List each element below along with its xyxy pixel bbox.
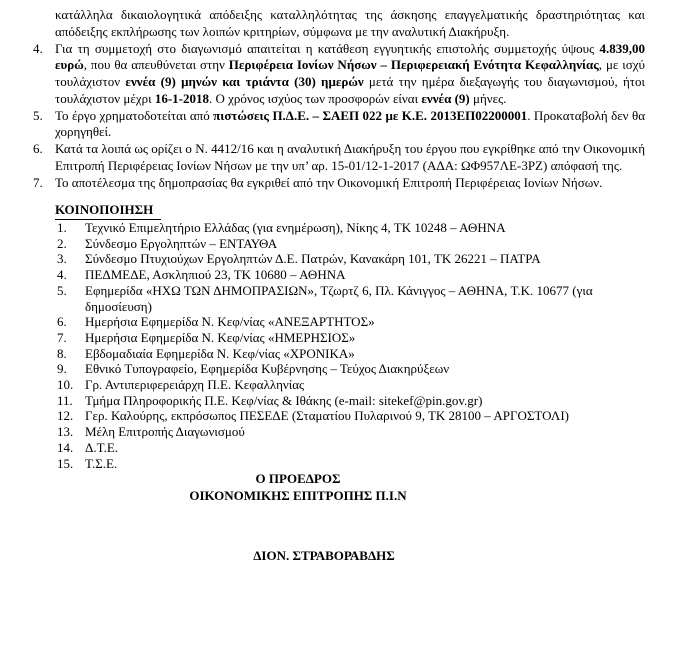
- main-clause-list: [33, 41, 645, 192]
- signature-name: ΔΙΟΝ. ΣΤΡΑΒΟΡΑΒΔΗΣ: [253, 547, 395, 563]
- item-number: 9.: [57, 361, 67, 377]
- item-text: Εθνικό Τυπογραφείο, Εφημερίδα Κυβέρνησης – Τεύχος Διακηρύξεων: [85, 361, 450, 377]
- notification-item-2: [57, 235, 645, 252]
- item-number: 4.: [57, 267, 67, 283]
- notification-item-3: [57, 251, 645, 267]
- item-text: Γρ. Αντιπεριφερειάρχη Π.Ε. Κεφαλληνίας: [85, 377, 305, 393]
- item-text: Ημερήσια Εφημερίδα Ν. Κεφ/νίας «ΑΝΕΞΑΡΤΗΤΟΣ»: [85, 314, 375, 330]
- clause-text: Το έργο χρηματοδοτείται από πιστώσεις Π.Δ.Ε. – ΣΑΕΠ 022 με Κ.Ε. 2013ΕΠ02200001. Προκαταβολή δεν θα χορηγηθεί.: [55, 107, 646, 140]
- item-text: Εφημερίδα «ΗΧΩ ΤΩΝ ΔΗΜΟΠΡΑΣΙΩΝ», Τζωρτζ 6, Πλ. Κάνιγγος – ΑΘΗΝΑ, Τ.Κ. 10677 (για δημοσίευση): [85, 282, 593, 314]
- clause-item-4: [33, 40, 645, 108]
- item-number: 5.: [57, 282, 67, 298]
- item-number: 10.: [57, 377, 74, 393]
- item-text: Δ.Τ.Ε.: [85, 439, 119, 455]
- signature-title-line2: ΟΙΚΟΝΟΜΙΚΗΣ ΕΠΙΤΡΟΠΗΣ Π.Ι.Ν: [189, 488, 407, 503]
- item-number: 1.: [57, 220, 67, 235]
- clause-item-5: [33, 107, 646, 142]
- item-text: Τ.Σ.Ε.: [85, 455, 118, 471]
- item-text: Ημερήσια Εφημερίδα Ν. Κεφ/νίας «ΗΜΕΡΗΣΙΟΣ»: [85, 329, 356, 345]
- item-text: Τμήμα Πληροφορικής Π.Ε. Κεφ/νίας & Ιθάκης (e-mail: sitekef@pin.gov.gr): [85, 392, 483, 408]
- notification-item-8: [57, 345, 645, 362]
- notification-item-12: [57, 408, 645, 424]
- clause-number: 7.: [33, 174, 43, 190]
- signature-block: [33, 471, 645, 564]
- item-number: 13.: [57, 424, 74, 440]
- item-number: 12.: [57, 408, 74, 424]
- notification-item-13: [57, 424, 645, 440]
- item-text: Τεχνικό Επιμελητήριο Ελλάδας (για ενημέρωση), Νίκης 4, ΤΚ 10248 – ΑΘΗΝΑ: [85, 220, 506, 235]
- clause-text: Κατά τα λοιπά ως ορίζει ο Ν. 4412/16 και η αναλυτική Διακήρυξη του έργου που εγκρίθηκε από την Οικονομική Επιτροπή Περιφέρειας Ιονίων Νήσων με την υπ’ αρ. 15-01/12-1-2017 (ΑΔΑ: ΩΦ957ΛΕ-3PZ) απόφασή της.: [55, 141, 645, 173]
- item-text: Σύνδεσμο Εργοληπτών – ΕΝΤΑΥΘΑ: [85, 235, 278, 251]
- item-text: ΠΕΔΜΕΔΕ, Ασκληπιού 23, ΤΚ 10680 – ΑΘΗΝΑ: [85, 267, 346, 283]
- notification-item-15: [57, 455, 645, 472]
- clause-number: 5.: [33, 107, 43, 123]
- notification-item-7: [57, 329, 645, 346]
- item-number: 14.: [57, 439, 74, 455]
- notification-item-9: [57, 361, 645, 377]
- notification-item-14: [57, 439, 645, 456]
- paragraph-continuation: κατάλληλα δικαιολογητικά απόδειξης καταλληλότητας της άσκησης επαγγελματικής δραστηριότητας και απόδειξης εκπλήρωσης των λοιπών κριτηρίων, σύμφωνα με την αναλυτική Διακήρυξη.: [55, 7, 645, 39]
- notification-item-11: [57, 392, 645, 409]
- item-text: Γερ. Καλούρης, εκπρόσωπος ΠΕΣΕΔΕ (Σταματίου Πυλαρινού 9, ΤΚ 28100 – ΑΡΓΟΣΤΟΛΙ): [85, 408, 569, 424]
- signature-title-line1: Ο ΠΡΟΕΔΡΟΣ: [255, 471, 341, 487]
- notification-item-10: [57, 377, 645, 393]
- item-number: 7.: [57, 329, 67, 345]
- item-number: 8.: [57, 345, 67, 361]
- item-text: Μέλη Επιτροπής Διαγωνισμού: [85, 424, 245, 440]
- item-number: 2.: [57, 235, 67, 251]
- item-text: Σύνδεσμο Πτυχιούχων Εργοληπτών Δ.Ε. Πατρών, Κανακάρη 101, ΤΚ 26221 – ΠΑΤΡΑ: [85, 251, 541, 267]
- item-number: 6.: [57, 314, 67, 330]
- item-number: 3.: [57, 251, 67, 267]
- clause-item-7: [33, 174, 645, 192]
- notification-section: [55, 202, 645, 471]
- clause-number: 6.: [33, 141, 43, 156]
- notification-heading: [55, 202, 645, 220]
- clause-number: 4.: [33, 40, 43, 56]
- notification-item-5: [57, 282, 645, 314]
- item-number: 15.: [57, 455, 74, 471]
- notification-item-4: [57, 267, 645, 283]
- notification-item-6: [57, 314, 645, 330]
- notification-list: [55, 220, 645, 471]
- clause-item-6: [33, 141, 645, 175]
- notification-item-1: [57, 220, 645, 236]
- item-text: Εβδομαδιαία Εφημερίδα Ν. Κεφ/νίας «ΧΡΟΝΙΚΑ»: [85, 345, 355, 361]
- notification-heading-text: ΚΟΙΝΟΠΟΙΗΣΗ: [55, 202, 161, 220]
- item-number: 11.: [57, 392, 73, 408]
- clause-text: Το αποτέλεσμα της δημοπρασίας θα εγκριθεί από την Οικονομική Επιτροπή Περιφέρειας Ιονίων Νήσων.: [55, 174, 603, 190]
- clause-text: Για τη συμμετοχή στο διαγωνισμό απαιτείται η κατάθεση εγγυητικής επιστολής συμμετοχής ύψους 4.839,00 ευρώ, που θα απευθύνεται στην Περιφέρεια Ιονίων Νήσων – Περιφερειακή Ενότητα Κεφαλληνίας, με ισχύ τουλάχιστον εννέα (9) μηνών και τριάντα (30) ημερών μετά την ημέρα διεξαγωγής του διαγωνισμού, ήτοι τουλάχιστον μέχρι 16-1-2018. Ο χρόνος ισχύος των προσφορών είναι εννέα (9) μήνες.: [55, 40, 645, 106]
